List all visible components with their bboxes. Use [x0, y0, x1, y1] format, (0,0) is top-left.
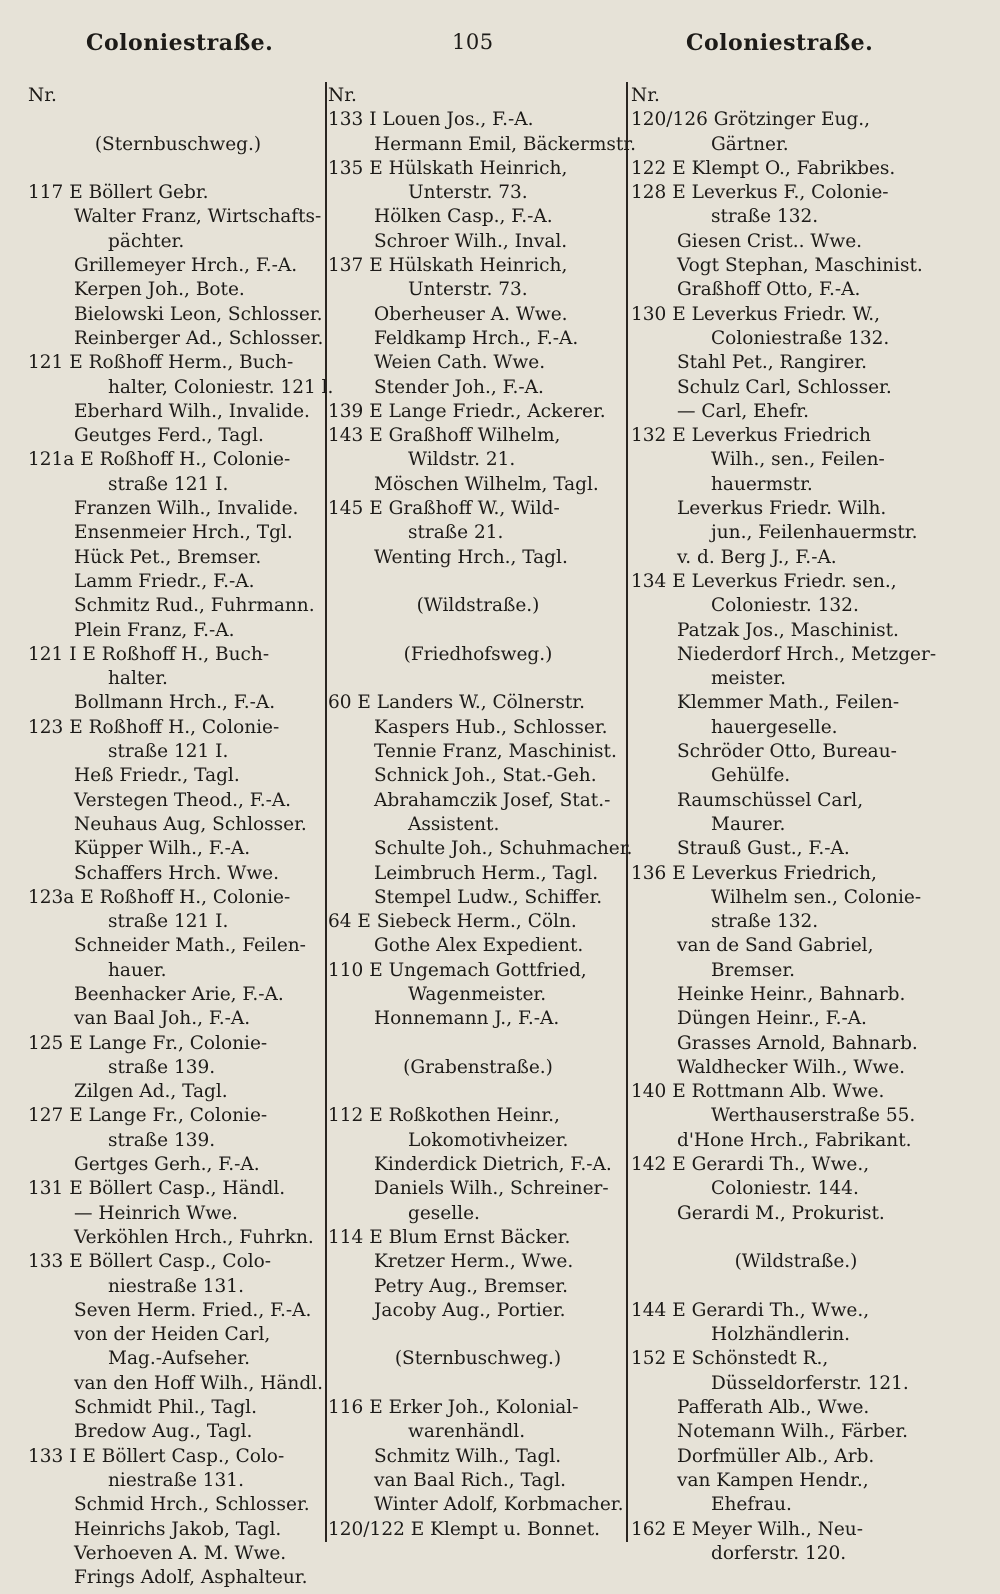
directory-entry: 134 E Leverkus Friedr. sen., — [631, 570, 897, 592]
directory-entry: straße 121 I. — [108, 741, 229, 763]
directory-entry: 133 I Louen Jos., F.-A. — [328, 109, 534, 131]
spacer — [328, 667, 628, 691]
directory-entry: Schnick Joh., Stat.-Geh. — [374, 765, 597, 787]
directory-entry: hauer. — [108, 959, 167, 981]
directory-entry: Bollmann Hrch., F.-A. — [74, 692, 276, 714]
header-left-title: Coloniestraße. — [86, 30, 274, 56]
street-section-heading: (Sternbuschweg.) — [94, 133, 262, 155]
directory-entry: hauermstr. — [711, 473, 813, 495]
directory-entry: Beenhacker Arie, F.-A. — [74, 983, 284, 1005]
directory-entry: Ehefrau. — [711, 1494, 792, 1516]
directory-entry: straße 132. — [711, 206, 819, 228]
directory-entry: Maurer. — [711, 813, 786, 835]
directory-entry: 114 E Blum Ernst Bäcker. — [328, 1226, 571, 1248]
directory-entry: Bremser. — [711, 959, 796, 981]
directory-entry: Bielowski Leon, Schlosser. — [74, 303, 323, 325]
directory-entry: Wildstr. 21. — [408, 449, 516, 471]
directory-entry: Lamm Friedr., F.-A. — [74, 570, 255, 592]
directory-entry: 112 E Roßkothen Heinr., — [328, 1105, 560, 1127]
directory-entry: Honnemann J., F.-A. — [374, 1008, 560, 1030]
spacer — [328, 1032, 628, 1056]
directory-entry: 121 E Roßhoff Herm., Buch- — [28, 352, 294, 374]
directory-entry: Schröder Otto, Bureau- — [677, 741, 897, 763]
street-section-heading: (Grabenstraße.) — [403, 1056, 553, 1078]
directory-entry: Verhoeven A. M. Wwe. — [74, 1542, 287, 1564]
directory-entry: Lokomotivheizer. — [408, 1129, 569, 1151]
directory-entry: Raumschüssel Carl, — [677, 789, 864, 811]
directory-entry: 145 E Graßhoff W., Wild- — [328, 498, 560, 520]
directory-entry: Graßhoff Otto, F.-A. — [677, 279, 861, 301]
spacer — [328, 1372, 628, 1396]
directory-entry: Unterstr. 73. — [408, 182, 528, 204]
column-nr-label: Nr. — [631, 85, 660, 106]
directory-entry: Kaspers Hub., Schlosser. — [374, 716, 608, 738]
page-number: 105 — [452, 30, 494, 54]
directory-entry: 123a E Roßhoff H., Colonie- — [28, 886, 291, 908]
directory-entry: Holzhändlerin. — [711, 1324, 851, 1346]
directory-entry: Verköhlen Hrch., Fuhrkn. — [74, 1226, 314, 1248]
directory-entry: Wilhelm sen., Colonie- — [711, 886, 922, 908]
directory-entry: Hück Pet., Bremser. — [74, 546, 262, 568]
directory-entry: Schmitz Wilh., Tagl. — [374, 1445, 562, 1467]
directory-entry: Klemmer Math., Feilen- — [677, 692, 900, 714]
directory-entry: Grasses Arnold, Bahnarb. — [677, 1032, 918, 1054]
directory-entry: Tennie Franz, Maschinist. — [374, 741, 617, 763]
street-section-heading: (Wildstraße.) — [734, 1251, 858, 1273]
directory-entry: Gerardi M., Prokurist. — [677, 1202, 885, 1224]
directory-entry: van de Sand Gabriel, — [677, 935, 874, 957]
directory-entry: Walter Franz, Wirtschafts- — [74, 206, 322, 228]
directory-entry: Strauß Gust., F.-A. — [677, 838, 850, 860]
directory-entry: Schulz Carl, Schlosser. — [677, 376, 892, 398]
directory-entry: Wenting Hrch., Tagl. — [374, 546, 568, 568]
directory-entry: Oberheuser A. Wwe. — [374, 303, 568, 325]
directory-entry: Küpper Wilh., F.-A. — [74, 838, 251, 860]
directory-entry: Düngen Heinr., F.-A. — [677, 1008, 867, 1030]
directory-entry: Notemann Wilh., Färber. — [677, 1421, 909, 1443]
directory-entry: von der Heiden Carl, — [74, 1324, 271, 1346]
directory-entry: Ensenmeier Hrch., Tgl. — [74, 522, 293, 544]
directory-entry: 136 E Leverkus Friedrich, — [631, 862, 877, 884]
directory-entry: Winter Adolf, Korbmacher. — [374, 1494, 624, 1516]
directory-entry: straße 139. — [108, 1056, 216, 1078]
directory-entry: straße 21. — [408, 522, 504, 544]
directory-entry: Giesen Crist.. Wwe. — [677, 230, 863, 252]
directory-entry: Feldkamp Hrch., F.-A. — [374, 327, 579, 349]
directory-entry: straße 121 I. — [108, 911, 229, 933]
directory-entry: Wagenmeister. — [408, 983, 547, 1005]
directory-entry: Heinke Heinr., Bahnarb. — [677, 983, 906, 1005]
spacer — [28, 157, 328, 181]
directory-entry: 142 E Gerardi Th., Wwe., — [631, 1154, 870, 1176]
directory-entry: Gertges Gerh., F.-A. — [74, 1154, 260, 1176]
directory-entry: Petry Aug., Bremser. — [374, 1275, 568, 1297]
spacer — [328, 1323, 628, 1347]
directory-entry: Bredow Aug., Tagl. — [74, 1421, 253, 1443]
directory-entry: Hermann Emil, Bäckermstr. — [374, 133, 636, 155]
directory-entry: Frings Adolf, Asphalteur. — [74, 1567, 308, 1589]
directory-entry: 122 E Klempt O., Fabrikbes. — [631, 157, 896, 179]
directory-entry: 121 I E Roßhoff H., Buch- — [28, 643, 270, 665]
directory-entry: Geutges Ferd., Tagl. — [74, 425, 264, 447]
directory-entry: Abrahamczik Josef, Stat.- — [374, 789, 611, 811]
directory-entry: Assistent. — [408, 813, 500, 835]
directory-entry: 143 E Graßhoff Wilhelm, — [328, 425, 561, 447]
directory-entry: 127 E Lange Fr., Colonie- — [28, 1105, 268, 1127]
directory-entry: geselle. — [408, 1202, 480, 1224]
directory-entry: Verstegen Theod., F.-A. — [74, 789, 292, 811]
directory-entry: Dorfmüller Alb., Arb. — [677, 1445, 875, 1467]
directory-entry: 120/122 E Klempt u. Bonnet. — [328, 1518, 601, 1540]
directory-entry: Möschen Wilhelm, Tagl. — [374, 473, 599, 495]
directory-entry: 123 E Roßhoff H., Colonie- — [28, 716, 280, 738]
directory-entry: v. d. Berg J., F.-A. — [677, 546, 837, 568]
directory-entry: van Kampen Hendr., — [677, 1469, 869, 1491]
directory-entry: 131 E Böllert Casp., Händl. — [28, 1178, 286, 1200]
directory-entry: van Baal Rich., Tagl. — [374, 1469, 567, 1491]
directory-entry: Leverkus Friedr. Wilh. — [677, 498, 887, 520]
directory-entry: 110 E Ungemach Gottfried, — [328, 959, 587, 981]
directory-entry: Düsseldorferstr. 121. — [711, 1372, 909, 1394]
directory-entry: Gehülfe. — [711, 765, 791, 787]
directory-entry: 133 E Böllert Casp., Colo- — [28, 1251, 272, 1273]
directory-entry: Reinberger Ad., Schlosser. — [74, 327, 324, 349]
directory-entry: Schmid Hrch., Schlosser. — [74, 1494, 310, 1516]
directory-entry: Coloniestr. 144. — [711, 1178, 859, 1200]
directory-entry: Kinderdick Dietrich, F.-A. — [374, 1154, 612, 1176]
directory-entry: Werthauserstraße 55. — [711, 1105, 916, 1127]
directory-entry: Weien Cath. Wwe. — [374, 352, 546, 374]
directory-entry: Wilh., sen., Feilen- — [711, 449, 885, 471]
street-section-heading: (Friedhofsweg.) — [403, 643, 553, 665]
directory-entry: 128 E Leverkus F., Colonie- — [631, 182, 889, 204]
directory-entry: Schmitz Rud., Fuhrmann. — [74, 595, 315, 617]
directory-entry: Heß Friedr., Tagl. — [74, 765, 240, 787]
directory-entry: Stahl Pet., Rangirer. — [677, 352, 868, 374]
directory-entry: Stempel Ludw., Schiffer. — [374, 886, 603, 908]
directory-entry: 60 E Landers W., Cölnerstr. — [328, 692, 586, 714]
directory-entry: halter. — [108, 668, 168, 690]
directory-entry: Mag.-Aufseher. — [108, 1348, 251, 1370]
directory-entry: meister. — [711, 668, 786, 690]
directory-entry: 152 E Schönstedt R., — [631, 1348, 829, 1370]
directory-entry: Gärtner. — [711, 133, 789, 155]
directory-entry: straße 121 I. — [108, 473, 229, 495]
directory-entry: 130 E Leverkus Friedr. W., — [631, 303, 881, 325]
directory-entry: 133 I E Böllert Casp., Colo- — [28, 1445, 285, 1467]
directory-entry: Franzen Wilh., Invalide. — [74, 498, 299, 520]
directory-entry: 121a E Roßhoff H., Colonie- — [28, 449, 291, 471]
directory-entry: Plein Franz, F.-A. — [74, 619, 235, 641]
directory-entry: Stender Joh., F.-A. — [374, 376, 544, 398]
directory-entry: 117 E Böllert Gebr. — [28, 182, 209, 204]
directory-entry: Daniels Wilh., Schreiner- — [374, 1178, 609, 1200]
directory-entry: Unterstr. 73. — [408, 279, 528, 301]
directory-entry: Pafferath Alb., Wwe. — [677, 1397, 870, 1419]
directory-entry: 64 E Siebeck Herm., Cöln. — [328, 911, 577, 933]
directory-entry: Patzak Jos., Maschinist. — [677, 619, 899, 641]
spacer — [328, 570, 628, 594]
header-right-title: Coloniestraße. — [686, 30, 874, 56]
directory-entry: 139 E Lange Friedr., Ackerer. — [328, 400, 606, 422]
directory-entry: Eberhard Wilh., Invalide. — [74, 400, 310, 422]
directory-entry: Niederdorf Hrch., Metzger- — [677, 643, 937, 665]
directory-entry: — Heinrich Wwe. — [74, 1202, 238, 1224]
street-section-heading: (Wildstraße.) — [416, 595, 540, 617]
directory-entry: 125 E Lange Fr., Colonie- — [28, 1032, 268, 1054]
spacer — [28, 108, 328, 132]
directory-entry: Schmidt Phil., Tagl. — [74, 1397, 257, 1419]
directory-entry: warenhändl. — [408, 1421, 526, 1443]
directory-entry: Grillemeyer Hrch., F.-A. — [74, 255, 298, 277]
directory-entry: van Baal Joh., F.-A. — [74, 1008, 251, 1030]
directory-entry: Coloniestr. 132. — [711, 595, 859, 617]
directory-entry: Gothe Alex Expedient. — [374, 935, 584, 957]
directory-entry: 144 E Gerardi Th., Wwe., — [631, 1299, 870, 1321]
directory-entry: 120/126 Grötzinger Eug., — [631, 109, 871, 131]
directory-entry: niestraße 131. — [108, 1469, 244, 1491]
directory-entry: 132 E Leverkus Friedrich — [631, 425, 871, 447]
directory-entry: Waldhecker Wilh., Wwe. — [677, 1056, 906, 1078]
directory-entry: d'Hone Hrch., Fabrikant. — [677, 1129, 912, 1151]
directory-entry: Kretzer Herm., Wwe. — [374, 1251, 574, 1273]
directory-entry: 140 E Rottmann Alb. Wwe. — [631, 1081, 885, 1103]
directory-entry: Jacoby Aug., Portier. — [374, 1299, 566, 1321]
spacer — [328, 619, 628, 643]
directory-entry: halter, Coloniestr. 121 l. — [108, 376, 334, 398]
directory-entry: van den Hoff Wilh., Händl. — [74, 1372, 323, 1394]
directory-entry: — Carl, Ehefr. — [677, 400, 809, 422]
directory-entry: 137 E Hülskath Heinrich, — [328, 255, 568, 277]
spacer — [631, 1275, 961, 1299]
directory-entry: jun., Feilenhauermstr. — [711, 522, 918, 544]
directory-entry: Coloniestraße 132. — [711, 327, 890, 349]
spacer — [328, 1080, 628, 1104]
directory-entry: Vogt Stephan, Maschinist. — [677, 255, 923, 277]
column-nr-label: Nr. — [328, 85, 357, 106]
directory-entry: niestraße 131. — [108, 1275, 244, 1297]
column-1 — [28, 84, 334, 1590]
directory-entry: dorferstr. 120. — [711, 1542, 847, 1564]
directory-entry: Leimbruch Herm., Tagl. — [374, 862, 599, 884]
column-nr-label: Nr. — [28, 85, 57, 106]
column-2 — [328, 84, 636, 1542]
directory-entry: Neuhaus Aug, Schlosser. — [74, 813, 307, 835]
directory-entry: Schneider Math., Feilen- — [74, 935, 306, 957]
directory-entry: 162 E Meyer Wilh., Neu- — [631, 1518, 863, 1540]
directory-entry: 135 E Hülskath Heinrich, — [328, 157, 568, 179]
directory-entry: Seven Herm. Fried., F.-A. — [74, 1299, 312, 1321]
directory-entry: Hölken Casp., F.-A. — [374, 206, 553, 228]
directory-entry: 116 E Erker Joh., Kolonial- — [328, 1397, 579, 1419]
spacer — [631, 1226, 961, 1250]
directory-entry: straße 139. — [108, 1129, 216, 1151]
directory-entry: hauergeselle. — [711, 716, 838, 738]
directory-entry: Schulte Joh., Schuhmacher. — [374, 838, 633, 860]
directory-entry: Zilgen Ad., Tagl. — [74, 1081, 228, 1103]
directory-entry: straße 132. — [711, 911, 819, 933]
directory-entry: Heinrichs Jakob, Tagl. — [74, 1518, 282, 1540]
directory-entry: pächter. — [108, 230, 185, 252]
directory-entry: Schroer Wilh., Inval. — [374, 230, 568, 252]
column-3 — [631, 84, 961, 1566]
street-section-heading: (Sternbuschweg.) — [394, 1348, 562, 1370]
directory-entry: Kerpen Joh., Bote. — [74, 279, 245, 301]
directory-entry: Schaffers Hrch. Wwe. — [74, 862, 279, 884]
